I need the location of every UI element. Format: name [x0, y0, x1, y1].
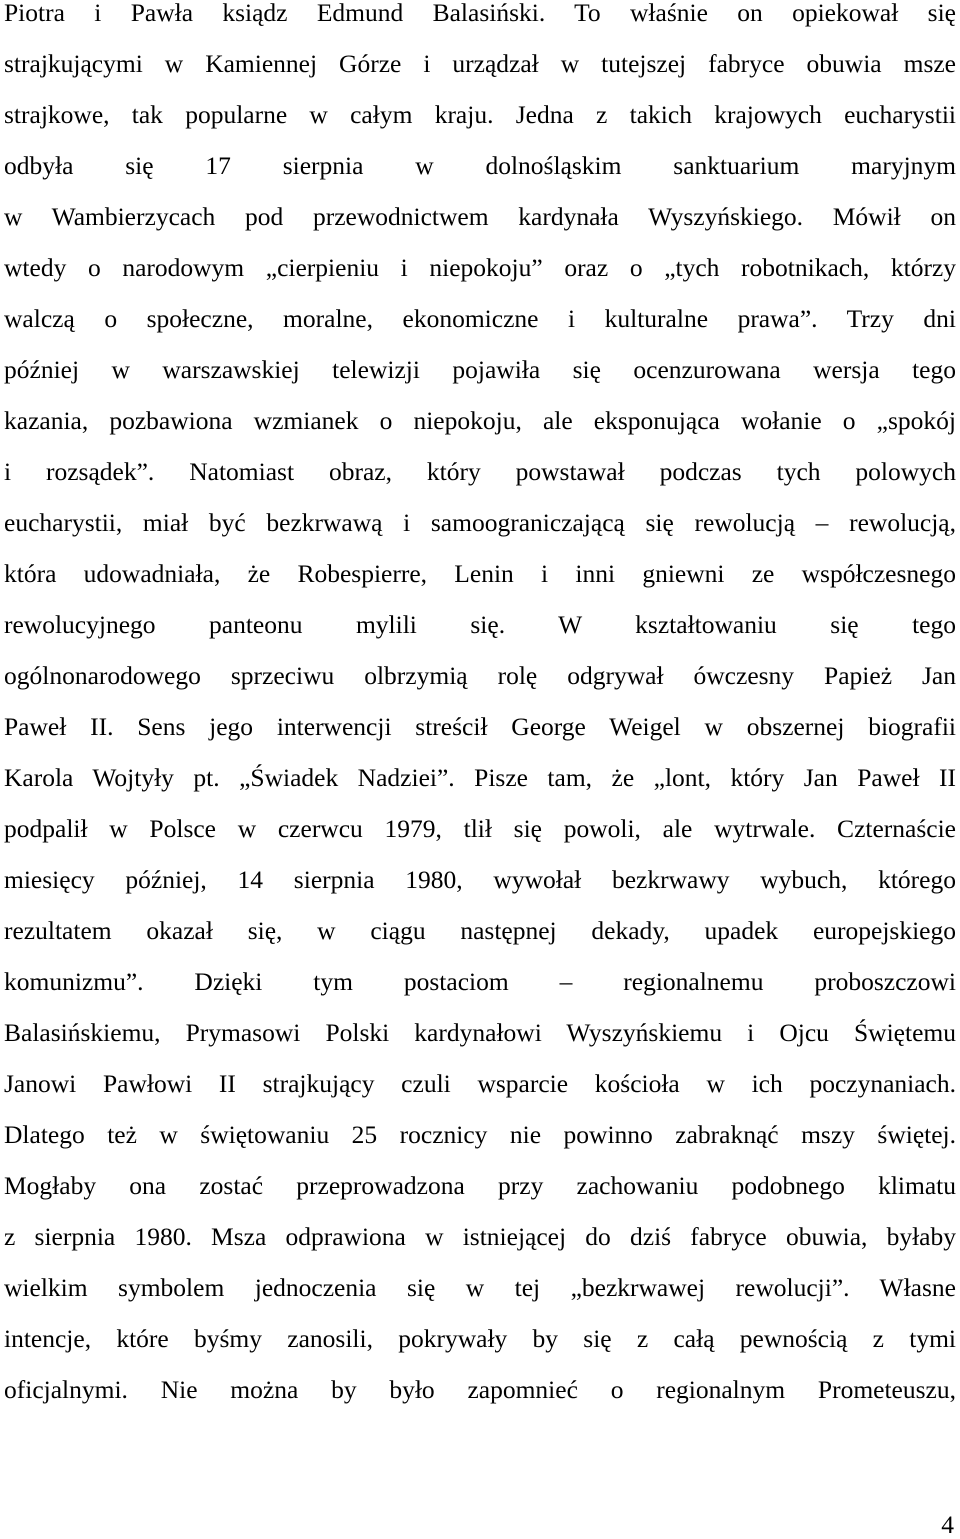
text-line: walczą o społeczne, moralne, ekonomiczne i kulturalne prawa”. Trzy dni: [4, 304, 956, 333]
text-line: komunizmu”. Dzięki tym postaciom – regionalnemu proboszczowi: [4, 967, 956, 996]
page-number: 4: [941, 1510, 954, 1539]
text-line: później w warszawskiej telewizji pojawiła się ocenzurowana wersja tego: [4, 355, 956, 384]
text-line: w Wambierzycach pod przewodnictwem kardynała Wyszyńskiego. Mówił on: [4, 202, 956, 231]
text-line: eucharystii, miał być bezkrwawą i samoograniczającą się rewolucją – rewolucją,: [4, 508, 956, 537]
text-line: podpalił w Polsce w czerwcu 1979, tlił się powoli, ale wytrwale. Czternaście: [4, 814, 956, 843]
text-line: rewolucyjnego panteonu mylili się. W kształtowaniu się tego: [4, 610, 956, 639]
text-line: i rozsądek”. Natomiast obraz, który powstawał podczas tych polowych: [4, 457, 956, 486]
text-line: ogólnonarodowego sprzeciwu olbrzymią rolę odgrywał ówczesny Papież Jan: [4, 661, 956, 690]
text-line: z sierpnia 1980. Msza odprawiona w istniejącej do dziś fabryce obuwia, byłaby: [4, 1222, 956, 1251]
text-line: wtedy o narodowym „cierpieniu i niepokoju” oraz o „tych robotnikach, którzy: [4, 253, 956, 282]
text-line: rezultatem okazał się, w ciągu następnej dekady, upadek europejskiego: [4, 916, 956, 945]
text-line: intencje, które byśmy zanosili, pokrywały by się z całą pewnością z tymi: [4, 1324, 956, 1353]
text-line: miesięcy później, 14 sierpnia 1980, wywołał bezkrwawy wybuch, którego: [4, 865, 956, 894]
text-line: Piotra i Pawła ksiądz Edmund Balasiński. To właśnie on opiekował się: [4, 0, 956, 27]
text-line: odbyła się 17 sierpnia w dolnośląskim sanktuarium maryjnym: [4, 151, 956, 180]
body-text: [4, 0, 956, 1415]
text-line: kazania, pozbawiona wzmianek o niepokoju, ale eksponująca wołanie o „spokój: [4, 406, 956, 435]
text-line: która udowadniała, że Robespierre, Lenin i inni gniewni ze współczesnego: [4, 559, 956, 588]
text-line: Janowi Pawłowi II strajkujący czuli wsparcie kościoła w ich poczynaniach.: [4, 1069, 956, 1098]
text-line: oficjalnymi. Nie można by było zapomnieć o regionalnym Prometeuszu,: [4, 1375, 956, 1404]
text-line: wielkim symbolem jednoczenia się w tej „bezkrwawej rewolucji”. Własne: [4, 1273, 956, 1302]
text-line: Mogłaby ona zostać przeprowadzona przy zachowaniu podobnego klimatu: [4, 1171, 956, 1200]
text-line: strajkowe, tak popularne w całym kraju. Jedna z takich krajowych eucharystii: [4, 100, 956, 129]
text-line: Dlatego też w świętowaniu 25 rocznicy nie powinno zabraknąć mszy świętej.: [4, 1120, 956, 1149]
text-line: Balasińskiemu, Prymasowi Polski kardynałowi Wyszyńskiemu i Ojcu Świętemu: [4, 1018, 956, 1047]
text-line: Karola Wojtyły pt. „Świadek Nadziei”. Pisze tam, że „lont, który Jan Paweł II: [4, 763, 956, 792]
text-line: strajkującymi w Kamiennej Górze i urządzał w tutejszej fabryce obuwia msze: [4, 49, 956, 78]
text-line: Paweł II. Sens jego interwencji streścił George Weigel w obszernej biografii: [4, 712, 956, 741]
